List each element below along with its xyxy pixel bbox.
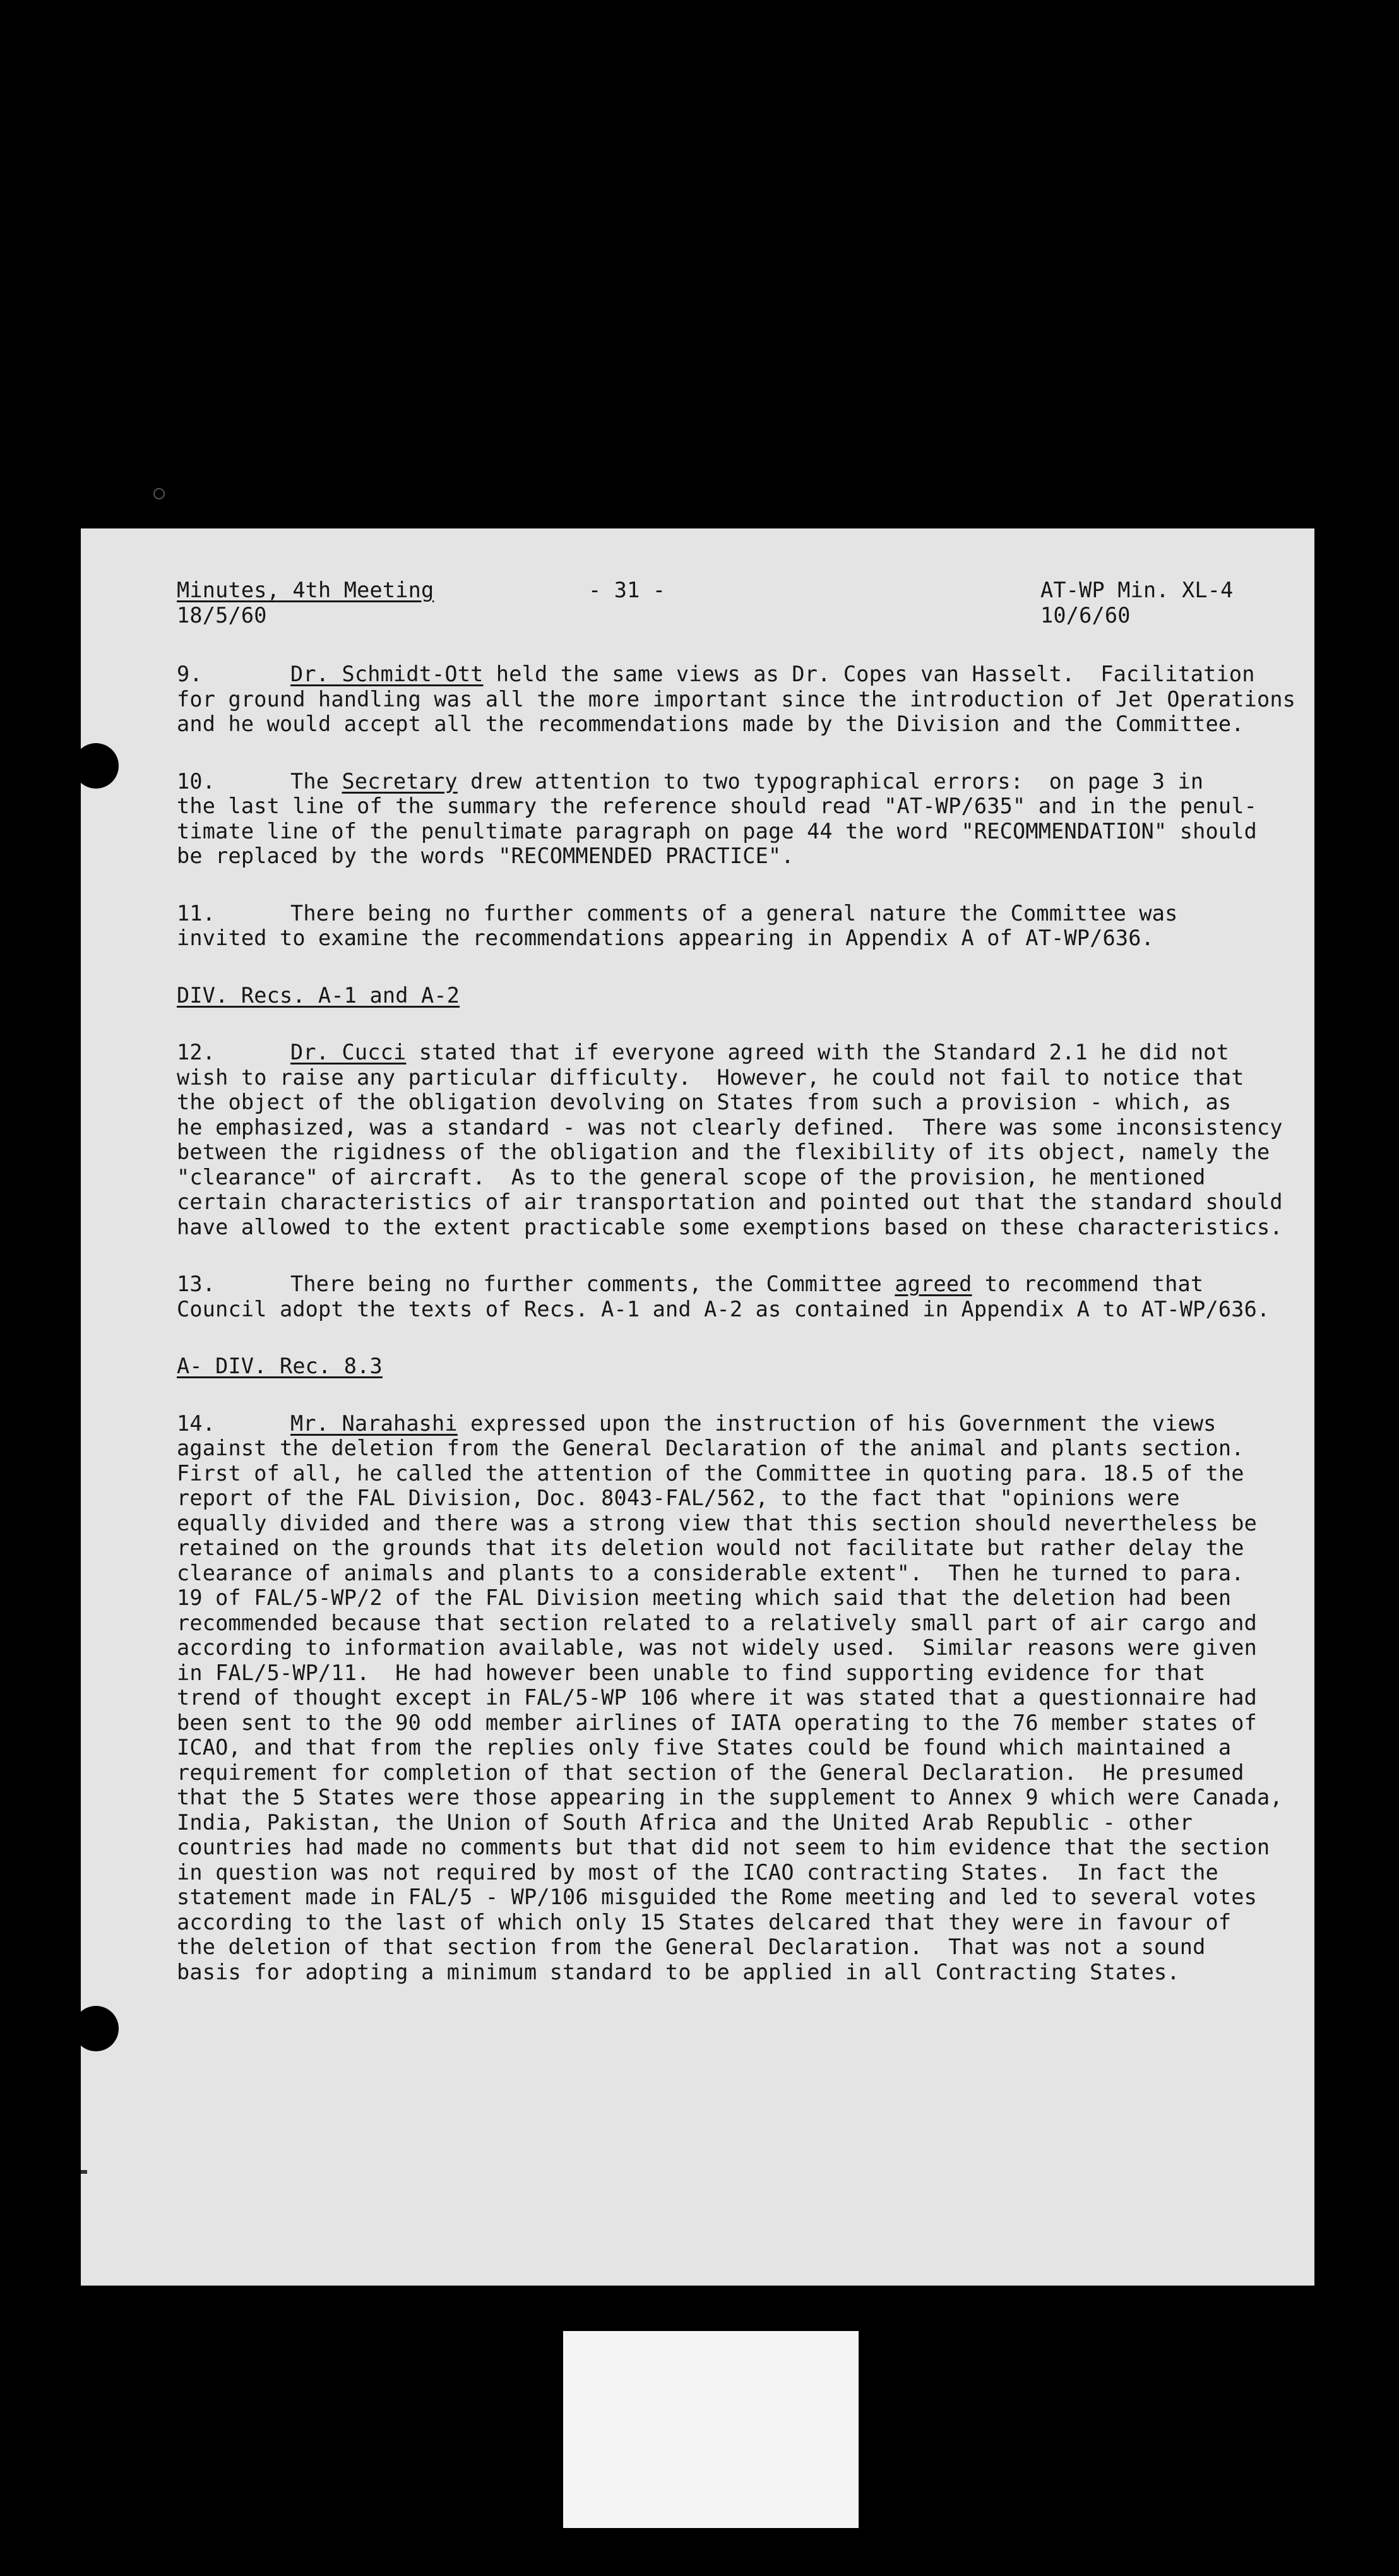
paragraph-line: and he would accept all the recommendations made by the Division and the Committee. [177,712,1244,736]
page-number: - 31 - [588,578,666,602]
paragraph-line: basis for adopting a minimum standard to be applied in all Contracting States. [177,1959,1180,1984]
header-right [1040,578,1234,628]
paragraph-line [177,662,1263,687]
paragraph-text: stated that if everyone agreed with the Standard 2.1 he did not [406,1040,1229,1064]
paragraph-line: trend of thought except in FAL/5-WP 106 where it was stated that a questionnaire had [177,1685,1257,1710]
section-heading-rec-8-3: A- DIV. Rec. 8.3 [177,1354,383,1378]
paragraph-text: held the same views as Dr. Copes van Hasselt. Facilitation [483,662,1255,686]
document-page [81,528,1314,2286]
paragraph-line [177,769,1263,794]
paragraph-line: according to the last of which only 15 States delcared that they were in favour of [177,1909,1232,1935]
paragraph-line: the last line of the summary the reference should read "AT-WP/635" and in the penul- [177,794,1257,818]
paragraph-line: have allowed to the extent practicable some exemptions based on these characteristics. [177,1214,1283,1239]
paragraph-line: in FAL/5-WP/11. He had however been unable to find supporting evidence for that [177,1660,1206,1685]
paragraph-line: that the 5 States were those appearing in the supplement to Annex 9 which were Canada, [177,1785,1283,1810]
paragraph-line: retained on the grounds that its deletion would not facilitate but rather delay the [177,1535,1244,1560]
paragraph-line: equally divided and there was a strong view that this section should nevertheless be [177,1510,1257,1535]
page-content [177,578,1296,1984]
speaker-name: Secretary [342,768,458,794]
paragraph-line: been sent to the 90 odd member airlines of IATA operating to the 76 member states of [177,1710,1257,1735]
meeting-title: Minutes, 4th Meeting [177,578,434,602]
paragraph-number: 14. [177,1410,216,1436]
paragraph-line: First of all, he called the attention of the Committee in quoting para. 18.5 of the [177,1460,1244,1486]
paragraph-line: statement made in FAL/5 - WP/106 misguided the Rome meeting and led to several votes [177,1885,1257,1909]
paragraph-line: "clearance" of aircraft. As to the general scope of the provision, he mentioned [177,1164,1206,1190]
paragraph-number: 9. [177,662,203,686]
paragraph-number: 12. [177,1040,216,1064]
paragraph-13 [177,1272,1270,1321]
paragraph-line: the object of the obligation devolving on States from such a provision - which, as [177,1090,1232,1114]
paragraph-number: 13. [177,1272,216,1296]
decision-word: agreed [895,1272,972,1296]
paragraph-line: clearance of animals and plants to a considerable extent". Then he turned to para. [177,1560,1244,1585]
paragraph-line: timate line of the penultimate paragraph on page 44 the word "RECOMMENDATION" should [177,818,1257,844]
paragraph-line: be replaced by the words "RECOMMENDED PRACTICE". [177,844,794,868]
paragraph-line: countries had made no comments but that did not seem to him evidence that the section [177,1835,1270,1859]
meeting-date: 18/5/60 [177,602,267,628]
paragraph-line: invited to examine the recommendations appearing in Appendix A of AT-WP/636. [177,926,1155,950]
paragraph-9 [177,662,1296,737]
paragraph-number: 11. [177,900,216,926]
margin-mark [81,2170,87,2174]
punch-hole-top [73,743,119,789]
paragraph-line: certain characteristics of air transportation and pointed out that the standard should [177,1190,1283,1214]
paragraph-line [177,1272,1263,1297]
dust-speck [153,488,165,499]
punch-hole-bottom [73,2006,119,2051]
paragraph-line: India, Pakistan, the Union of South Africa and the United Arab Republic - other [177,1810,1193,1835]
section-heading-div-recs: DIV. Recs. A-1 and A-2 [177,982,460,1008]
paragraph-line: against the deletion from the General Declaration of the animal and plants section. [177,1436,1244,1460]
paragraph-line: according to information available, was not widely used. Similar reasons were given [177,1635,1257,1660]
paragraph-line [177,1040,1263,1065]
paragraph-text: There being no further comments of a general nature the Committee was [290,900,1178,926]
paragraph-line: for ground handling was all the more important since the introduction of Jet Operations [177,686,1296,712]
paragraph-line: between the rigidness of the obligation and the flexibility of its object, namely the [177,1140,1270,1164]
paragraph-line: Council adopt the texts of Recs. A-1 and A-2 as contained in Appendix A to AT-WP/636. [177,1296,1270,1321]
paragraph-number: 10. [177,768,216,794]
paragraph-10 [177,769,1263,869]
page-header [177,578,1263,629]
paragraph-line: in question was not required by most of the ICAO contracting States. In fact the [177,1859,1218,1885]
paragraph-line: requirement for completion of that section of the General Declaration. He presumed [177,1760,1244,1785]
film-label-blank [563,2331,859,2528]
paragraph-line [177,1411,1263,1436]
paragraph-line: 19 of FAL/5-WP/2 of the FAL Division meeting which said that the deletion had been [177,1585,1232,1610]
paragraph-14 [177,1410,1283,1985]
paragraph-line: recommended because that section related to a relatively small part of air cargo and [177,1610,1257,1635]
paragraph-line: the deletion of that section from the General Declaration. That was not a sound [177,1935,1206,1959]
paragraph-11 [177,901,1263,951]
paragraph-line: he emphasized, was a standard - was not clearly defined. There was some inconsistency [177,1114,1283,1140]
paragraph-line: wish to raise any particular difficulty. However, he could not fail to notice that [177,1064,1244,1090]
paragraph-text: expressed upon the instruction of his Government the views [457,1410,1217,1436]
document-reference: AT-WP Min. XL-4 [1040,578,1234,602]
paragraph-text: The [290,768,342,794]
speaker-name: Mr. Narahashi [290,1410,458,1436]
speaker-name: Dr. Cucci [290,1040,407,1064]
paragraph-text: There being no further comments, the Committee [290,1272,895,1296]
paragraph-text: to recommend that [972,1272,1204,1296]
paragraph-line: ICAO, and that from the replies only five States could be found which maintained a [177,1735,1232,1760]
paragraph-line: report of the FAL Division, Doc. 8043-FAL/562, to the fact that "opinions were [177,1486,1180,1510]
paragraph-text: drew attention to two typographical errors: on page 3 in [457,768,1204,794]
paragraph-line [177,901,1263,926]
document-date: 10/6/60 [1040,602,1131,628]
paragraph-12 [177,1040,1283,1239]
header-left [177,578,434,628]
speaker-name: Dr. Schmidt-Ott [290,662,484,686]
